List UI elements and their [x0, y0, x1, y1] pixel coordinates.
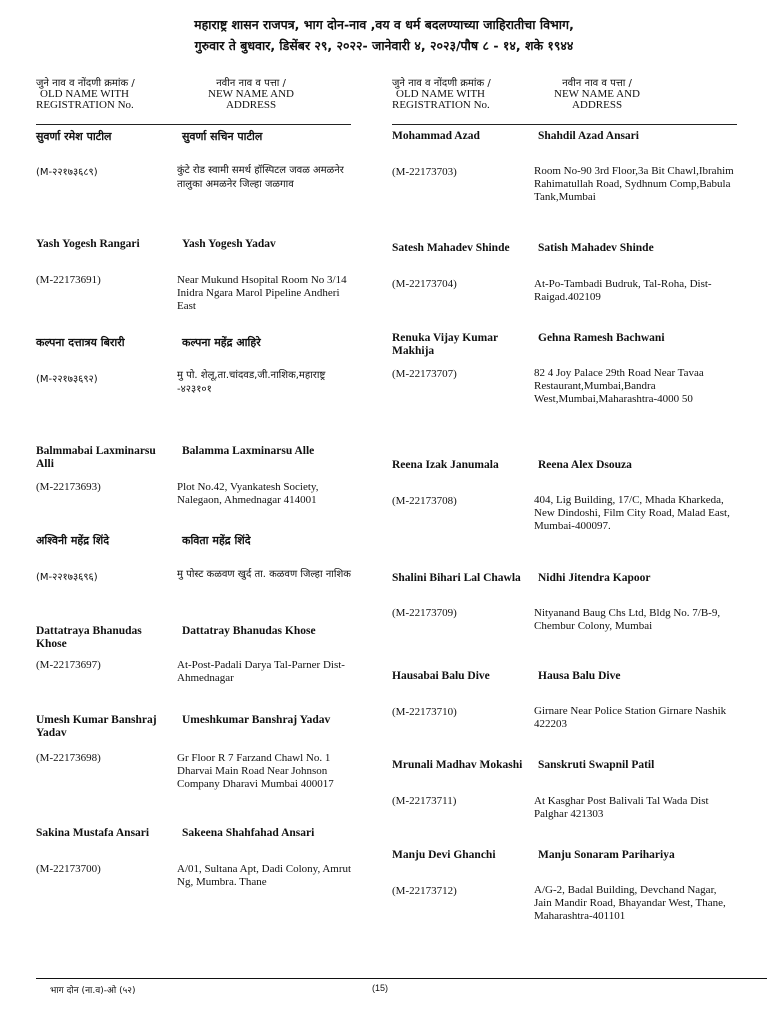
new-name: सुवर्णा सचिन पाटील	[182, 130, 263, 143]
address: At Kasghar Post Balivali Tal Wada Dist Palghar 421303	[534, 795, 709, 820]
old-name: Reena Izak Janumala	[392, 459, 499, 471]
registration-number: (M-22173697)	[36, 659, 101, 671]
new-name: Yash Yogesh Yadav	[182, 238, 276, 250]
address: Gr Floor R 7 Farzand Chawl No. 1 Dharvai Main Road Near Johnson Company Dharavi Mumbai 400017	[177, 752, 334, 790]
registration-number: (M-22173709)	[392, 607, 457, 619]
registration-number: (M-22173711)	[392, 795, 457, 807]
address: मु पो. शेलू,ता.चांदवड,जी.नाशिक,महाराष्ट्र -४२३१०१	[177, 370, 326, 395]
right-column	[392, 78, 737, 922]
page-number: (15)	[372, 983, 389, 993]
footer-divider	[36, 978, 767, 979]
new-name: Manju Sonaram Parihariya	[538, 849, 675, 861]
header-line-2: गुरुवार ते बुधवार, डिसेंबर २९, २०२२- जानेवारी ४, २०२३/पौष ८ - १४, शके १९४४	[194, 38, 574, 53]
registration-number: (M-22173703)	[392, 166, 457, 178]
old-name-heading: जुने नाव व नोंदणी क्रमांक / OLD NAME WITH REGISTRATION No.	[392, 78, 491, 111]
old-name: Mrunali Madhav Mokashi	[392, 759, 523, 771]
address: Room No-90 3rd Floor,3a Bit Chawl,Ibrahim Rahimatullah Road, Sydhnum Comp,Babula Tank,Mumbai	[534, 165, 734, 203]
old-name: सुवर्णा रमेश पाटील	[36, 130, 112, 143]
new-name: Hausa Balu Dive	[538, 670, 621, 682]
old-name: कल्पना दत्तात्रय बिरारी	[36, 336, 125, 349]
new-name: Sanskruti Swapnil Patil	[538, 759, 655, 771]
address: Nityanand Baug Chs Ltd, Bldg No. 7/B-9, Chembur Colony, Mumbai	[534, 607, 721, 632]
address: कुंटे रोड स्वामी समर्थ हॉस्पिटल जवळ अमळनेर तालुका अमळनेर जिल्हा जळगाव	[177, 165, 344, 190]
new-name: Umeshkumar Banshraj Yadav	[182, 714, 331, 726]
new-name: कल्पना महेंद्र आहिरे	[182, 336, 261, 349]
registration-number: (M-२२१७३६९२)	[36, 374, 98, 385]
new-name: कविता महेंद्र शिंदे	[182, 534, 251, 547]
column-header	[36, 78, 351, 125]
new-name: Sakeena Shahfahad Ansari	[182, 827, 315, 839]
new-name: Nidhi Jitendra Kapoor	[538, 572, 651, 584]
registration-number: (M-22173710)	[392, 706, 457, 718]
address: At-Post-Padali Darya Tal-Parner Dist-Ahmednagar	[177, 659, 345, 684]
registration-number: (M-22173691)	[36, 274, 101, 286]
registration-number: (M-22173708)	[392, 495, 457, 507]
new-name-heading: नवीन नाव व पत्ता / NEW NAME AND ADDRESS	[554, 78, 640, 111]
new-name-heading: नवीन नाव व पत्ता / NEW NAME AND ADDRESS	[208, 78, 294, 111]
header-line-1: महाराष्ट्र शासन राजपत्र, भाग दोन-नाव ,वय व धर्म बदलण्याच्या जाहिरातीचा विभाग,	[194, 17, 574, 32]
new-name: Balamma Laxminarsu Alle	[182, 445, 315, 457]
column-header	[392, 78, 737, 125]
address: A/G-2, Badal Building, Devchand Nagar, Jain Mandir Road, Bhayandar West, Thane, Maharashtra-401101	[534, 884, 726, 922]
address: Girnare Near Police Station Girnare Nashik 422203	[534, 705, 727, 730]
new-name: Reena Alex Dsouza	[538, 459, 632, 471]
old-name-heading: जुने नाव व नोंदणी क्रमांक / OLD NAME WITH REGISTRATION No.	[36, 78, 135, 111]
address: At-Po-Tambadi Budruk, Tal-Roha, Dist-Raigad.402109	[534, 278, 712, 303]
registration-number: (M-22173707)	[392, 368, 457, 380]
old-name: अश्विनी महेंद्र शिंदे	[36, 534, 110, 547]
new-name: Dattatray Bhanudas Khose	[182, 625, 316, 637]
address: 404, Lig Building, 17/C, Mhada Kharkeda, New Dindoshi, Film City Road, Malad East, Mumbai-400097.	[534, 494, 730, 532]
new-name: Shahdil Azad Ansari	[538, 130, 639, 142]
registration-number: (M-२२१७३६८९)	[36, 167, 98, 178]
old-name: Hausabai Balu Dive	[392, 670, 490, 682]
old-name: Renuka Vijay Kumar Makhija	[392, 332, 498, 357]
address: 82 4 Joy Palace 29th Road Near Tavaa Restaurant,Mumbai,Bandra West,Mumbai,Maharashtra-4000 50	[534, 367, 704, 405]
registration-number: (M-22173698)	[36, 752, 101, 764]
old-name: Umesh Kumar Banshraj Yadav	[36, 714, 157, 739]
address: Near Mukund Hsopital Room No 3/14 Inidra Ngara Marol Pipeline Andheri East	[177, 274, 347, 312]
page-header	[0, 14, 768, 56]
new-name: Gehna Ramesh Bachwani	[538, 332, 665, 344]
old-name: Sakina Mustafa Ansari	[36, 827, 150, 839]
registration-number: (M-22173712)	[392, 885, 457, 897]
registration-number: (M-22173704)	[392, 278, 457, 290]
old-name: Satesh Mahadev Shinde	[392, 242, 510, 254]
old-name: Balmmabai Laxminarsu Alli	[36, 445, 156, 470]
old-name: Yash Yogesh Rangari	[36, 238, 140, 250]
address: A/01, Sultana Apt, Dadi Colony, Amrut Ng, Mumbra. Thane	[177, 863, 352, 888]
old-name: Shalini Bihari Lal Chawla	[392, 572, 521, 584]
old-name: Manju Devi Ghanchi	[392, 849, 496, 861]
new-name: Satish Mahadev Shinde	[538, 242, 654, 254]
registration-number: (M-२२१७३६९६)	[36, 572, 98, 583]
old-name: Dattatraya Bhanudas Khose	[36, 625, 142, 650]
registration-number: (M-22173700)	[36, 863, 101, 875]
old-name: Mohammad Azad	[392, 130, 480, 142]
address: Plot No.42, Vyankatesh Society, Nalegaon, Ahmednagar 414001	[177, 481, 319, 506]
registration-number: (M-22173693)	[36, 481, 101, 493]
address: मु पोस्ट कळवण खुर्द ता. कळवण जिल्हा नाशिक	[177, 569, 351, 580]
footer-section-code: भाग दोन (ना.व)-ओ (५२)	[50, 986, 136, 996]
left-column	[36, 78, 352, 888]
